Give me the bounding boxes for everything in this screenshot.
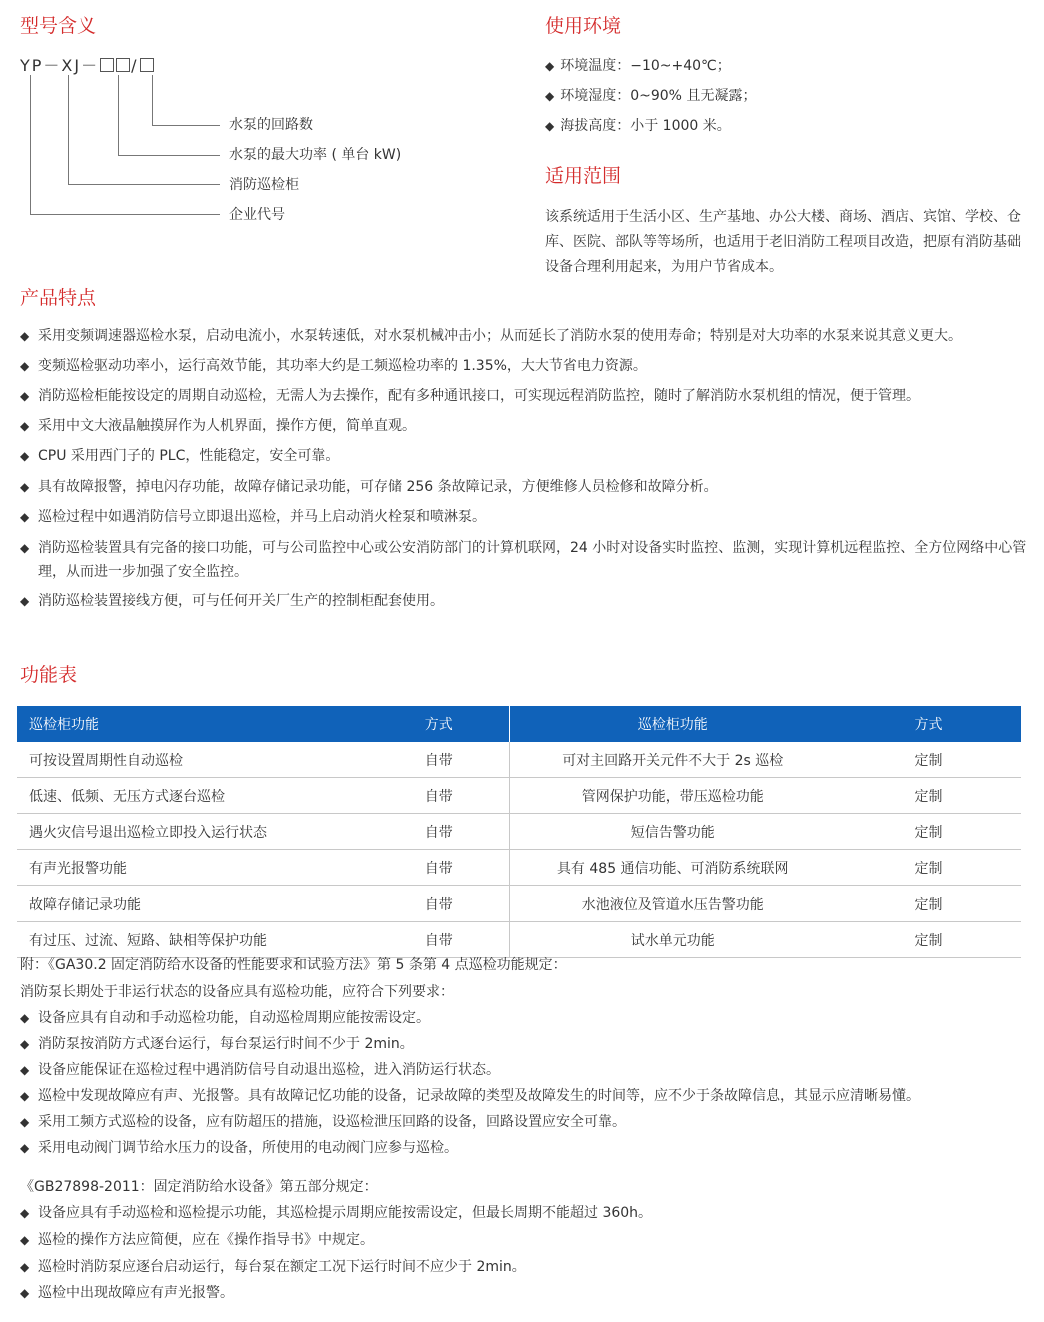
feature-item — [20, 589, 1030, 613]
diamond-bullet-icon: ◆ — [20, 1089, 30, 1103]
environment-text: 环境温度：−10~+40℃； — [560, 58, 731, 74]
model-code-prefix: YP－XJ－ — [20, 56, 100, 75]
table-cell: 水池液位及管道水压告警功能 — [509, 886, 836, 922]
diamond-bullet-icon: ◆ — [20, 1206, 30, 1220]
table-cell: 有过压、过流、短路、缺相等保护功能 — [17, 922, 369, 958]
appendix-text: 巡检中发现故障应有声、光报警。具有故障记忆功能的设备，记录故障的类型及故障发生的时间等，应不少于条故障信息，其显示应清晰易懂。 — [38, 1088, 920, 1104]
feature-text: 具有故障报警，掉电闪存功能，故障存储记录功能，可存储 256 条故障记录，方便维修人员检修和故障分析。 — [38, 479, 718, 495]
diamond-bullet-icon: ◆ — [20, 389, 30, 403]
feature-item — [20, 324, 1030, 348]
diamond-bullet-icon: ◆ — [20, 1260, 30, 1274]
table-cell: 定制 — [836, 778, 1021, 814]
environment-heading: 使用环境 — [545, 15, 622, 37]
feature-item — [20, 505, 1030, 529]
appendix-item — [20, 1084, 1030, 1108]
table-row — [17, 742, 1021, 778]
connector-line — [68, 184, 220, 185]
column-header: 巡检柜功能 — [17, 706, 369, 742]
environment-item — [545, 116, 731, 136]
feature-item — [20, 384, 1030, 408]
table-cell: 自带 — [369, 778, 509, 814]
gb-item — [20, 1201, 1030, 1225]
connector-line — [152, 125, 220, 126]
column-header: 巡检柜功能 — [509, 706, 836, 742]
code-box — [116, 58, 130, 72]
table-cell: 具有 485 通信功能、可消防系统联网 — [509, 850, 836, 886]
table-row — [17, 778, 1021, 814]
connector-line — [68, 75, 69, 185]
table-cell: 定制 — [836, 742, 1021, 778]
model-label: 消防巡检柜 — [229, 177, 299, 193]
connector-line — [152, 75, 153, 126]
diamond-bullet-icon: ◆ — [20, 419, 30, 433]
code-box — [100, 58, 114, 72]
diamond-bullet-icon: ◆ — [20, 480, 30, 494]
connector-line — [30, 214, 220, 215]
appendix-item — [20, 1136, 1030, 1160]
diamond-bullet-icon: ◆ — [545, 89, 555, 103]
feature-text: 巡检过程中如遇消防信号立即退出巡检，并马上启动消火栓泵和喷淋泵。 — [38, 509, 486, 525]
function-table — [17, 706, 1021, 958]
gb-text: 巡检中出现故障应有声光报警。 — [38, 1285, 234, 1301]
feature-text: 采用中文大液晶触摸屏作为人机界面，操作方便，简单直观。 — [38, 418, 416, 434]
table-cell: 自带 — [369, 742, 509, 778]
table-row — [17, 886, 1021, 922]
diamond-bullet-icon: ◆ — [545, 59, 555, 73]
diamond-bullet-icon: ◆ — [20, 449, 30, 463]
function-table-heading: 功能表 — [20, 664, 78, 686]
table-cell: 定制 — [836, 814, 1021, 850]
code-box — [140, 58, 154, 72]
gb-title: 《GB27898-2011：固定消防给水设备》第五部分规定： — [20, 1179, 378, 1195]
table-cell: 管网保护功能，带压巡检功能 — [509, 778, 836, 814]
table-cell: 可对主回路开关元件不大于 2s 巡检 — [509, 742, 836, 778]
feature-item — [20, 536, 1040, 584]
table-cell: 试水单元功能 — [509, 922, 836, 958]
table-cell: 短信告警功能 — [509, 814, 836, 850]
feature-item — [20, 414, 1030, 438]
appendix-item — [20, 1032, 1030, 1056]
feature-item — [20, 444, 1030, 468]
appendix-text: 消防泵按消防方式逐台运行，每台泵运行时间不少于 2min。 — [38, 1036, 414, 1052]
diamond-bullet-icon: ◆ — [20, 1233, 30, 1247]
appendix-line: 附：《GA30.2 固定消防给水设备的性能要求和试验方法》第 5 条第 4 点巡检功能规定： — [20, 957, 567, 973]
environment-text: 海拔高度：小于 1000 米。 — [560, 118, 731, 134]
table-cell: 低速、低频、无压方式逐台巡检 — [17, 778, 369, 814]
environment-item — [545, 86, 756, 106]
table-cell: 故障存储记录功能 — [17, 886, 369, 922]
table-cell: 自带 — [369, 922, 509, 958]
table-row — [17, 922, 1021, 958]
diamond-bullet-icon: ◆ — [20, 1037, 30, 1051]
features-heading: 产品特点 — [20, 287, 97, 309]
scope-heading: 适用范围 — [545, 165, 622, 187]
table-cell: 定制 — [836, 922, 1021, 958]
model-label: 企业代号 — [229, 207, 285, 223]
model-label: 水泵的最大功率 ( 单台 kW) — [229, 147, 402, 163]
table-cell: 定制 — [836, 850, 1021, 886]
column-header: 方式 — [369, 706, 509, 742]
appendix-text: 采用电动阀门调节给水压力的设备，所使用的电动阀门应参与巡检。 — [38, 1140, 458, 1156]
table-cell: 遇火灾信号退出巡检立即投入运行状态 — [17, 814, 369, 850]
diamond-bullet-icon: ◆ — [20, 1141, 30, 1155]
feature-text: 消防巡检装置具有完备的接口功能，可与公司监控中心或公安消防部门的计算机联网，24 小时对设备实时监控、监测，实现计算机远程监控、全方位网络中心管理，从而进一步加强了安全监控。 — [38, 540, 1027, 580]
model-label: 水泵的回路数 — [229, 117, 313, 133]
gb-text: 设备应具有手动巡检和巡检提示功能，其巡检提示周期应能按需设定，但最长周期不能超过 360h。 — [38, 1205, 653, 1221]
diamond-bullet-icon: ◆ — [20, 1063, 30, 1077]
gb-item — [20, 1281, 1030, 1305]
feature-text: 消防巡检装置接线方便，可与任何开关厂生产的控制柜配套使用。 — [38, 593, 444, 609]
gb-text: 巡检时消防泵应逐台启动运行，每台泵在额定工况下运行时间不应少于 2min。 — [38, 1259, 526, 1275]
table-row — [17, 814, 1021, 850]
appendix-item — [20, 1058, 1030, 1082]
gb-text: 巡检的操作方法应简便，应在《操作指导书》中规定。 — [38, 1232, 374, 1248]
table-cell: 可按设置周期性自动巡检 — [17, 742, 369, 778]
appendix-text: 设备应能保证在巡检过程中遇消防信号自动退出巡检，进入消防运行状态。 — [38, 1062, 500, 1078]
table-cell: 自带 — [369, 886, 509, 922]
model-code — [20, 53, 155, 76]
table-cell: 自带 — [369, 850, 509, 886]
appendix-text: 设备应具有自动和手动巡检功能，自动巡检周期应能按需设定。 — [38, 1010, 430, 1026]
diamond-bullet-icon: ◆ — [20, 359, 30, 373]
appendix-item — [20, 1110, 1030, 1134]
diamond-bullet-icon: ◆ — [20, 1286, 30, 1300]
connector-line — [30, 75, 31, 215]
connector-line — [118, 155, 220, 156]
diamond-bullet-icon: ◆ — [20, 329, 30, 343]
scope-text: 该系统适用于生活小区、生产基地、办公大楼、商场、酒店、宾馆、学校、仓库、医院、部队等等场所，也适用于老旧消防工程项目改造，把原有消防基础设备合理利用起来，为用户节省成本。 — [545, 209, 1021, 275]
table-row — [17, 850, 1021, 886]
diamond-bullet-icon: ◆ — [20, 1011, 30, 1025]
diamond-bullet-icon: ◆ — [20, 1115, 30, 1129]
connector-line — [118, 75, 119, 156]
table-header-row — [17, 706, 1021, 742]
table-cell: 定制 — [836, 886, 1021, 922]
diamond-bullet-icon: ◆ — [20, 510, 30, 524]
appendix-item — [20, 1006, 1030, 1030]
feature-text: 采用变频调速器巡检水泵，启动电流小，水泵转速低，对水泵机械冲击小；从而延长了消防水泵的使用寿命；特别是对大功率的水泵来说其意义更大。 — [38, 328, 962, 344]
model-heading: 型号含义 — [20, 15, 97, 37]
model-code-sep: / — [131, 56, 139, 75]
appendix-line: 消防泵长期处于非运行状态的设备应具有巡检功能，应符合下列要求： — [20, 984, 454, 1000]
environment-text: 环境湿度：0~90% 且无凝露； — [560, 88, 757, 104]
feature-text: CPU 采用西门子的 PLC，性能稳定，安全可靠。 — [38, 448, 340, 464]
feature-item — [20, 354, 1030, 378]
diamond-bullet-icon: ◆ — [545, 119, 555, 133]
feature-text: 变频巡检驱动功率小，运行高效节能，其功率大约是工频巡检功率的 1.35%，大大节省电力资源。 — [38, 358, 647, 374]
table-cell: 有声光报警功能 — [17, 850, 369, 886]
column-header: 方式 — [836, 706, 1021, 742]
feature-text: 消防巡检柜能按设定的周期自动巡检，无需人为去操作，配有多种通讯接口，可实现远程消防监控，随时了解消防水泵机组的情况，便于管理。 — [38, 388, 920, 404]
gb-item — [20, 1255, 1030, 1279]
diamond-bullet-icon: ◆ — [20, 594, 30, 608]
diamond-bullet-icon: ◆ — [20, 541, 30, 555]
environment-item — [545, 56, 731, 76]
gb-item — [20, 1228, 1030, 1252]
feature-item — [20, 475, 1030, 499]
appendix-text: 采用工频方式巡检的设备，应有防超压的措施，设巡检泄压回路的设备，回路设置应安全可靠。 — [38, 1114, 626, 1130]
table-cell: 自带 — [369, 814, 509, 850]
